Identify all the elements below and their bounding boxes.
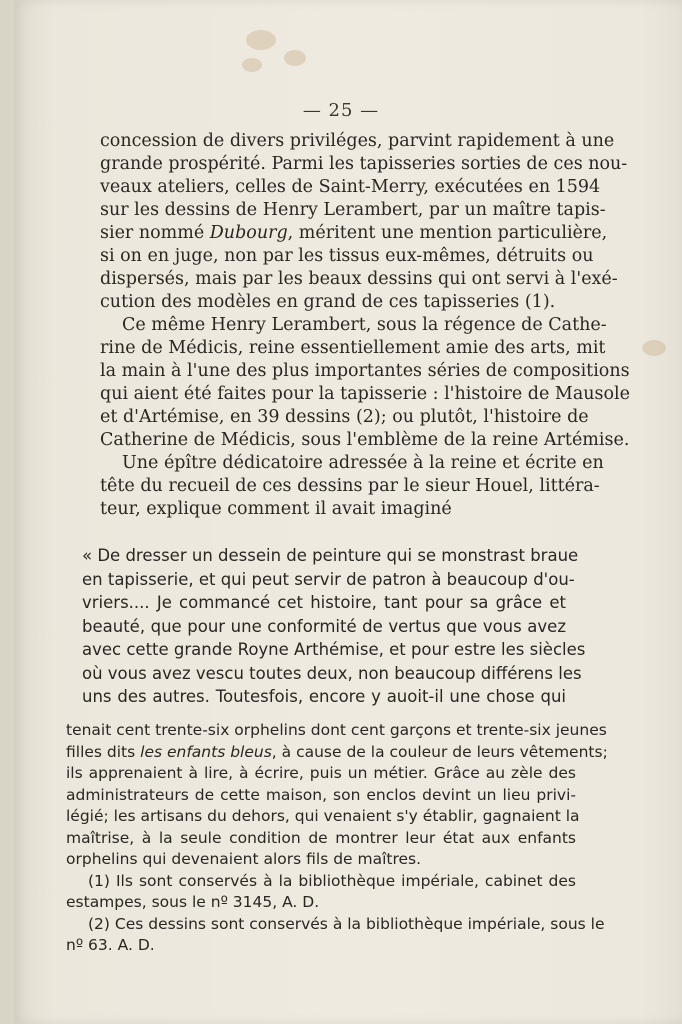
footnote-line: (1) Ils sont conservés à la bibliothèque impériale, cabinet des: [88, 871, 576, 890]
italic-name: Dubourg: [209, 223, 288, 243]
footnote-line: maîtrise, à la seule condition de montrer leur état aux enfants: [66, 828, 576, 847]
text-line: tête du recueil de ces dessins par le sieur Houel, littéra-: [100, 476, 600, 496]
text-line: la main à l'une des plus importantes séries de compositions: [100, 361, 630, 381]
text-line: Une épître dédicatoire adressée à la reine et écrite en: [122, 453, 604, 473]
italic-term: les enfants bleus: [140, 742, 272, 761]
footnote-line: estampes, sous le nº 3145, A. D.: [66, 893, 320, 911]
footnote-line: (2) Ces dessins sont conservés à la bibliothèque impériale, sous le: [88, 914, 605, 933]
text-line: sur les dessins de Henry Lerambert, par un maître tapis-: [100, 200, 606, 220]
quote-line: en tapisserie, et qui peut servir de patron à beaucoup d'ou-: [82, 569, 575, 589]
text-line: si on en juge, non par les tissus eux-mêmes, détruits ou: [100, 246, 594, 266]
text-line: sier nommé Dubourg, méritent une mention particulière,: [100, 223, 608, 243]
quote-line: vriers.... Je commancé cet histoire, tant pour sa grâce et: [82, 593, 566, 612]
text-line: grande prospérité. Parmi les tapisseries sorties de ces nou-: [100, 154, 628, 174]
paper-stain: [242, 58, 262, 72]
paragraph: [100, 452, 604, 521]
body-text: [100, 130, 631, 521]
quote-line: beauté, que pour une conformité de vertus que vous avez: [82, 616, 566, 636]
text-line: Ce même Henry Lerambert, sous la régence de Cathe-: [122, 315, 607, 335]
paper-stain: [642, 340, 666, 356]
text-line: rine de Médicis, reine essentiellement amie des arts, mit: [100, 338, 606, 358]
paper-stain: [284, 50, 306, 66]
block-quote: [82, 544, 586, 709]
text-line: concession de divers priviléges, parvint rapidement à une: [100, 131, 615, 151]
footnote-line: orphelins qui devenaient alors fils de maîtres.: [66, 850, 422, 868]
page-number: — 25 —: [302, 100, 380, 121]
text-line: teur, explique comment il avait imaginé: [100, 499, 452, 519]
quote-line: « De dresser un dessein de peinture qui se monstrast braue: [82, 546, 579, 565]
text-line: dispersés, mais par les beaux dessins qui ont servi à l'exé-: [100, 269, 618, 289]
quote-line: uns des autres. Toutesfois, encore y auoit-il une chose qui: [82, 687, 566, 706]
paragraph: [100, 130, 628, 314]
footnote-line: légié; les artisans du dehors, qui venaient s'y établir, gagnaient la: [66, 807, 580, 825]
quote-line: où vous avez vescu toutes deux, non beaucoup différens les: [82, 663, 582, 683]
footnotes: [66, 720, 608, 957]
text-line: Catherine de Médicis, sous l'emblème de la reine Artémise.: [100, 430, 630, 450]
footnote-line: tenait cent trente-six orphelins dont cent garçons et trente-six jeunes: [66, 721, 607, 739]
footnote-line: administrateurs de cette maison, son enclos devint un lieu privi-: [66, 785, 576, 804]
footnote-line: nº 63. A. D.: [66, 936, 155, 954]
text-line: et d'Artémise, en 39 dessins (2); ou plutôt, l'histoire de: [100, 407, 589, 427]
quote-line: avec cette grande Royne Arthémise, et pour estre les siècles: [82, 640, 586, 659]
text-line: veaux ateliers, celles de Saint-Merry, exécutées en 1594: [100, 177, 601, 197]
text-line: qui aient été faites pour la tapisserie : l'histoire de Mausole: [100, 384, 631, 404]
paragraph: [100, 314, 631, 452]
footnote-line: ils apprenaient à lire, à écrire, puis un métier. Grâce au zèle des: [66, 764, 576, 782]
text-line: cution des modèles en grand de ces tapisseries (1).: [100, 292, 556, 312]
footnote-line: filles dits les enfants bleus, à cause de la couleur de leurs vêtements;: [66, 742, 608, 761]
paper-stain: [246, 30, 276, 50]
